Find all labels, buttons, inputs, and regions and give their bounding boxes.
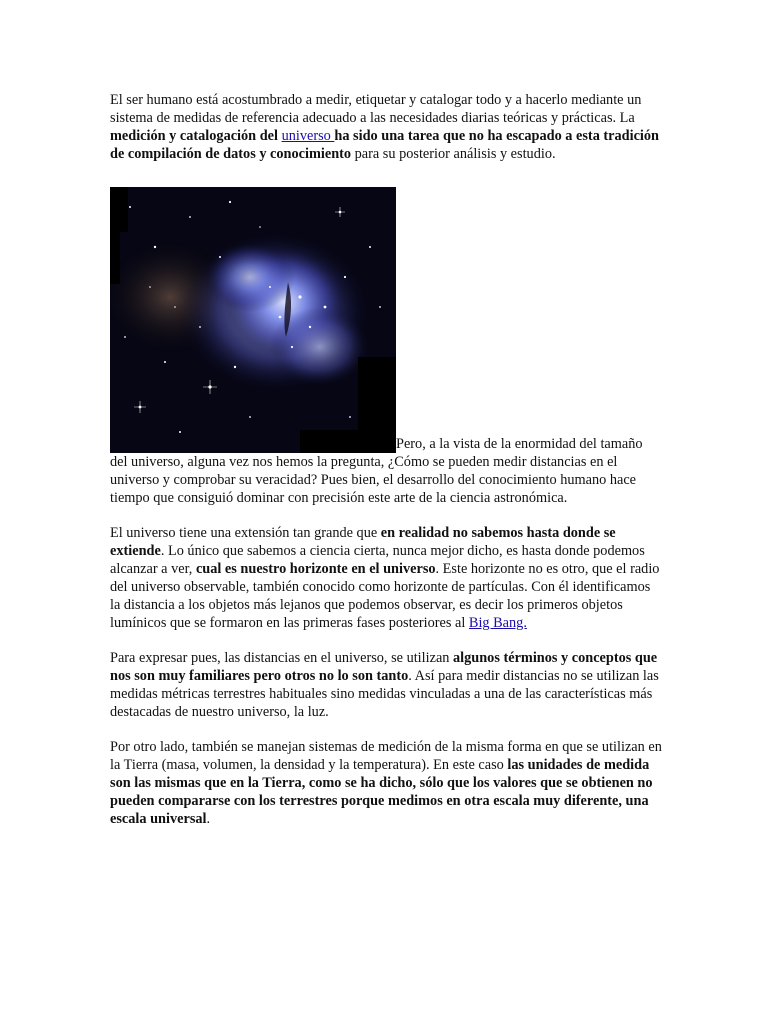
bold-text: las unidades de medida son las mismas que en la Tierra, como se ha dicho, sólo que los valores que se obtienen no pueden compararse con los terrestres porque medimos en otra escala muy diferente, una escala universal xyxy=(110,757,653,827)
text: El universo tiene una extensión tan grande que xyxy=(110,525,381,541)
text: para su posterior análisis y estudio. xyxy=(351,146,556,162)
text: . Lo único que sabemos a ciencia cierta, nunca mejor dicho, es hasta donde podemos alcanzar a ver, xyxy=(110,543,645,577)
article-body xyxy=(110,91,662,845)
bold-text: algunos términos y conceptos que nos son muy familiares pero otros no lo son tanto xyxy=(110,650,658,684)
bold-text: cual es nuestro horizonte en el universo xyxy=(195,561,436,577)
text: . Así para medir distancias no se utilizan las medidas métricas terrestres habituales sino medidas vinculadas a una de las características más destacadas de nuestro universo, la luz. xyxy=(110,668,659,720)
paragraph-3 xyxy=(110,524,662,632)
nebula-image xyxy=(110,187,396,453)
text: Por otro lado, también se manejan sistemas de medición de la misma forma en que se utilizan en la Tierra (masa, volumen, la densidad y la temperatura). En este caso xyxy=(110,739,662,773)
bold-text: en realidad no sabemos hasta donde se extiende xyxy=(110,525,616,559)
text: Para expresar pues, las distancias en el universo, se utilizan xyxy=(110,650,454,666)
universo-link[interactable]: universo xyxy=(281,128,335,144)
paragraph-5 xyxy=(110,738,662,828)
paragraph-2 xyxy=(110,180,662,507)
text: Pero, a la vista de la enormidad del tamaño del universo, alguna vez nos hemos la pregunta, ¿Cómo se pueden medir distancias en el universo y comprobar su veracidad? Pues bien, el desarrollo del conocimiento humano hace tiempo que consiguió dominar con precisión este arte de la ciencia astronómica. xyxy=(110,436,643,506)
text: . xyxy=(206,811,211,827)
text: El ser humano está acostumbrado a medir, etiquetar y catalogar todo y a hacerlo mediante un sistema de medidas de referencia adecuado a las necesidades diarias teóricas y prácticas. La xyxy=(110,92,642,126)
bold-text: ha sido una tarea que no ha escapado a esta tradición de compilación de datos y conocimiento xyxy=(110,128,660,162)
paragraph-1 xyxy=(110,91,662,163)
text: . Este horizonte no es otro, que el radio del universo observable, también conocido como horizonte de partículas. Con él identificamos la distancia a los objetos más lejanos que podemos observar, es decir los primeros objetos lumínicos que se formaron en las primeras fases posteriores al xyxy=(110,561,660,631)
bold-text: medición y catalogación del xyxy=(110,128,282,144)
big-bang-link[interactable]: Big Bang. xyxy=(468,615,527,631)
nebula-picture xyxy=(110,187,396,453)
paragraph-4 xyxy=(110,649,662,721)
